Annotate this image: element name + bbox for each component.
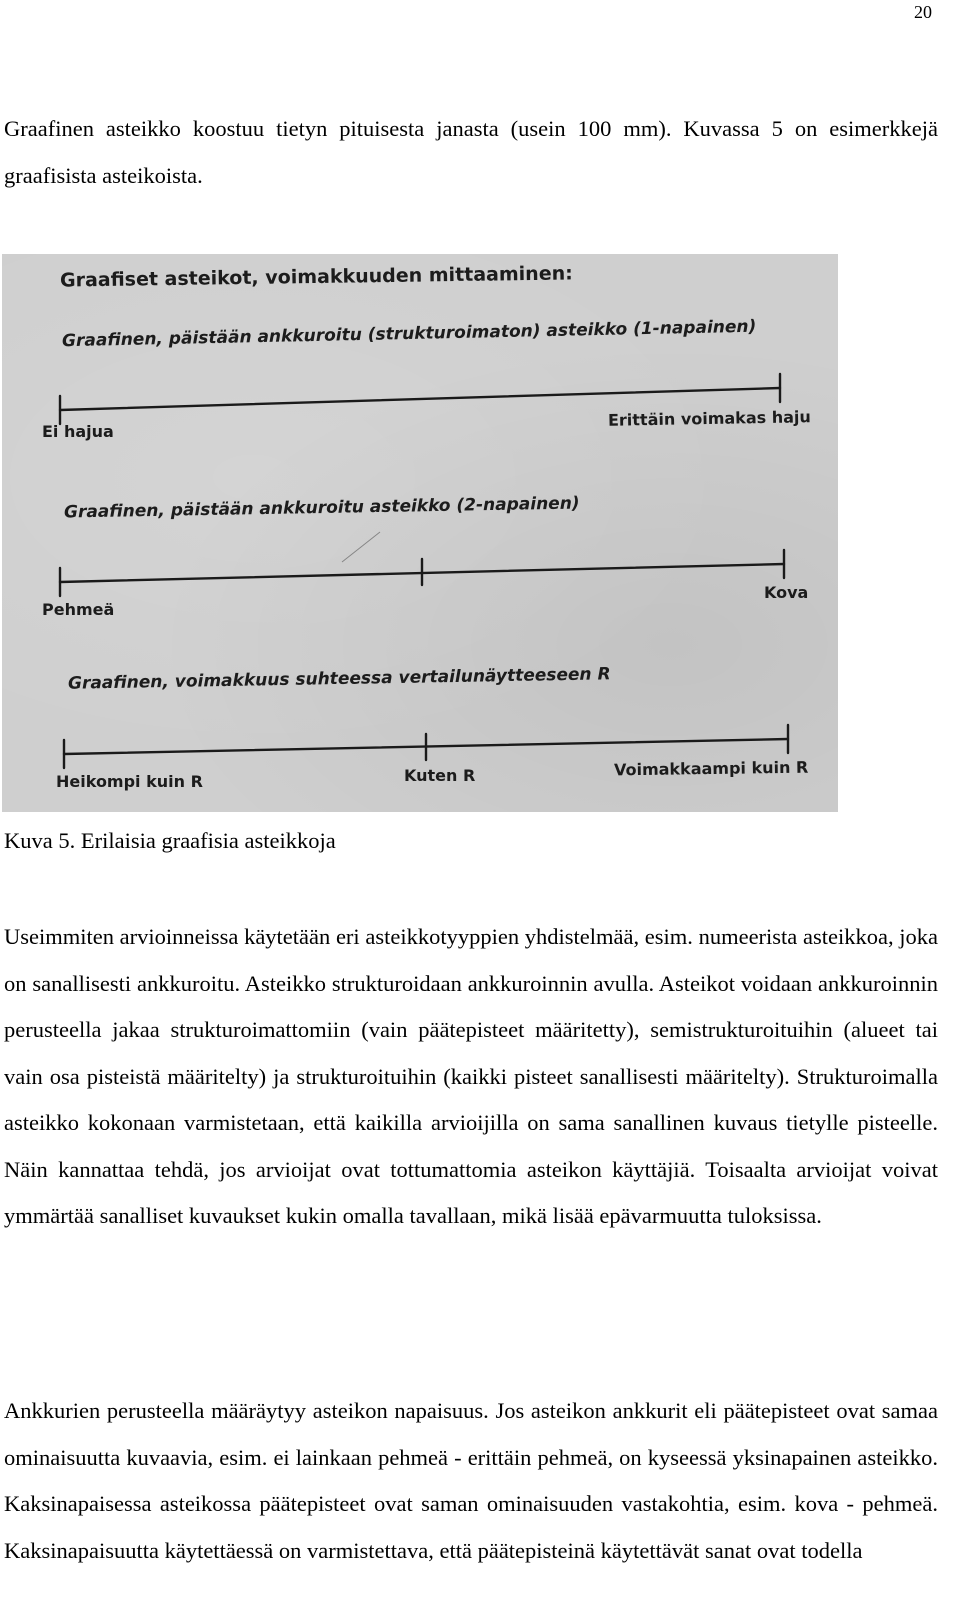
scale-1-anchor-right: Erittäin voimakas haju: [607, 407, 811, 430]
scale-2-anchor-left: Pehmeä: [42, 600, 115, 619]
scale-3-anchor-mid: Kuten R: [404, 766, 476, 785]
scale-3-anchor-right: Voimakkaampi kuin R: [613, 757, 809, 780]
scale-2-title: Graafinen, päistään ankkuroitu asteikko (2-napainen): [63, 493, 580, 523]
scale-3-anchor-left: Heikompi kuin R: [56, 772, 203, 791]
body-paragraph-2: Ankkurien perusteella määräytyy asteikon napaisuus. Jos asteikon ankkurit eli päätepisteet ovat samaa ominaisuutta kuvaavia, esim. ei lainkaan pehmeä - erittäin pehmeä, on kyseessä yksinapainen asteikko. Kaksinapaisessa asteikossa päätepisteet ovat saman ominaisuuden vastakohtia, esim. kova - pehmeä. Kaksinapaisuutta käytettäessä on varmistettava, että päätepisteinä käytettävät sanat ovat todella: [4, 1398, 938, 1563]
figure-graphic-scales: [2, 254, 838, 812]
figure-caption: Kuva 5. Erilaisia graafisia asteikkoja: [4, 828, 336, 853]
figure-heading: Graafiset asteikot, voimakkuuden mittaaminen:: [59, 262, 573, 292]
scale-2-anchor-right: Kova: [764, 583, 809, 602]
scale-3-title: Graafinen, voimakkuus suhteessa vertailunäytteeseen R: [67, 664, 611, 694]
scale-1-anchor-left: Ei hajua: [42, 422, 114, 441]
body-paragraph-1: Useimmiten arvioinneissa käytetään eri asteikkotyyppien yhdistelmää, esim. numeerista asteikkoa, joka on sanallisesti ankkuroitu. Asteikko strukturoidaan ankkuroinnin avulla. Asteikot voidaan ankkuroinnin perusteella jakaa strukturoimattomiin (vain päätepisteet määritetty), semistrukturoituihin (alueet tai vain osa pisteistä määritelty) ja strukturoituihin (kaikki pisteet sanallisesti määritelty). Strukturoimalla asteikko kokonaan varmistetaan, että kaikilla arvioijilla on sama sanallinen kuvaus tietylle pisteelle. Näin kannattaa tehdä, jos arvioijat ovat tottumattomia asteikon käyttäjiä. Toisaalta arvioijat voivat ymmärtää sanalliset kuvaukset kukin omalla tavallaan, mikä lisää epävarmuutta tuloksissa.: [4, 924, 938, 1228]
page-number: 20: [914, 2, 932, 22]
intro-paragraph: Graafinen asteikko koostuu tietyn pituisesta janasta (usein 100 mm). Kuvassa 5 on esimerkkejä graafisista asteikoista.: [4, 116, 938, 188]
scale-1-title: Graafinen, päistään ankkuroitu (strukturoimaton) asteikko (1-napainen): [61, 316, 757, 352]
scale-1-line: [60, 388, 780, 410]
pen-mark: [342, 532, 380, 562]
